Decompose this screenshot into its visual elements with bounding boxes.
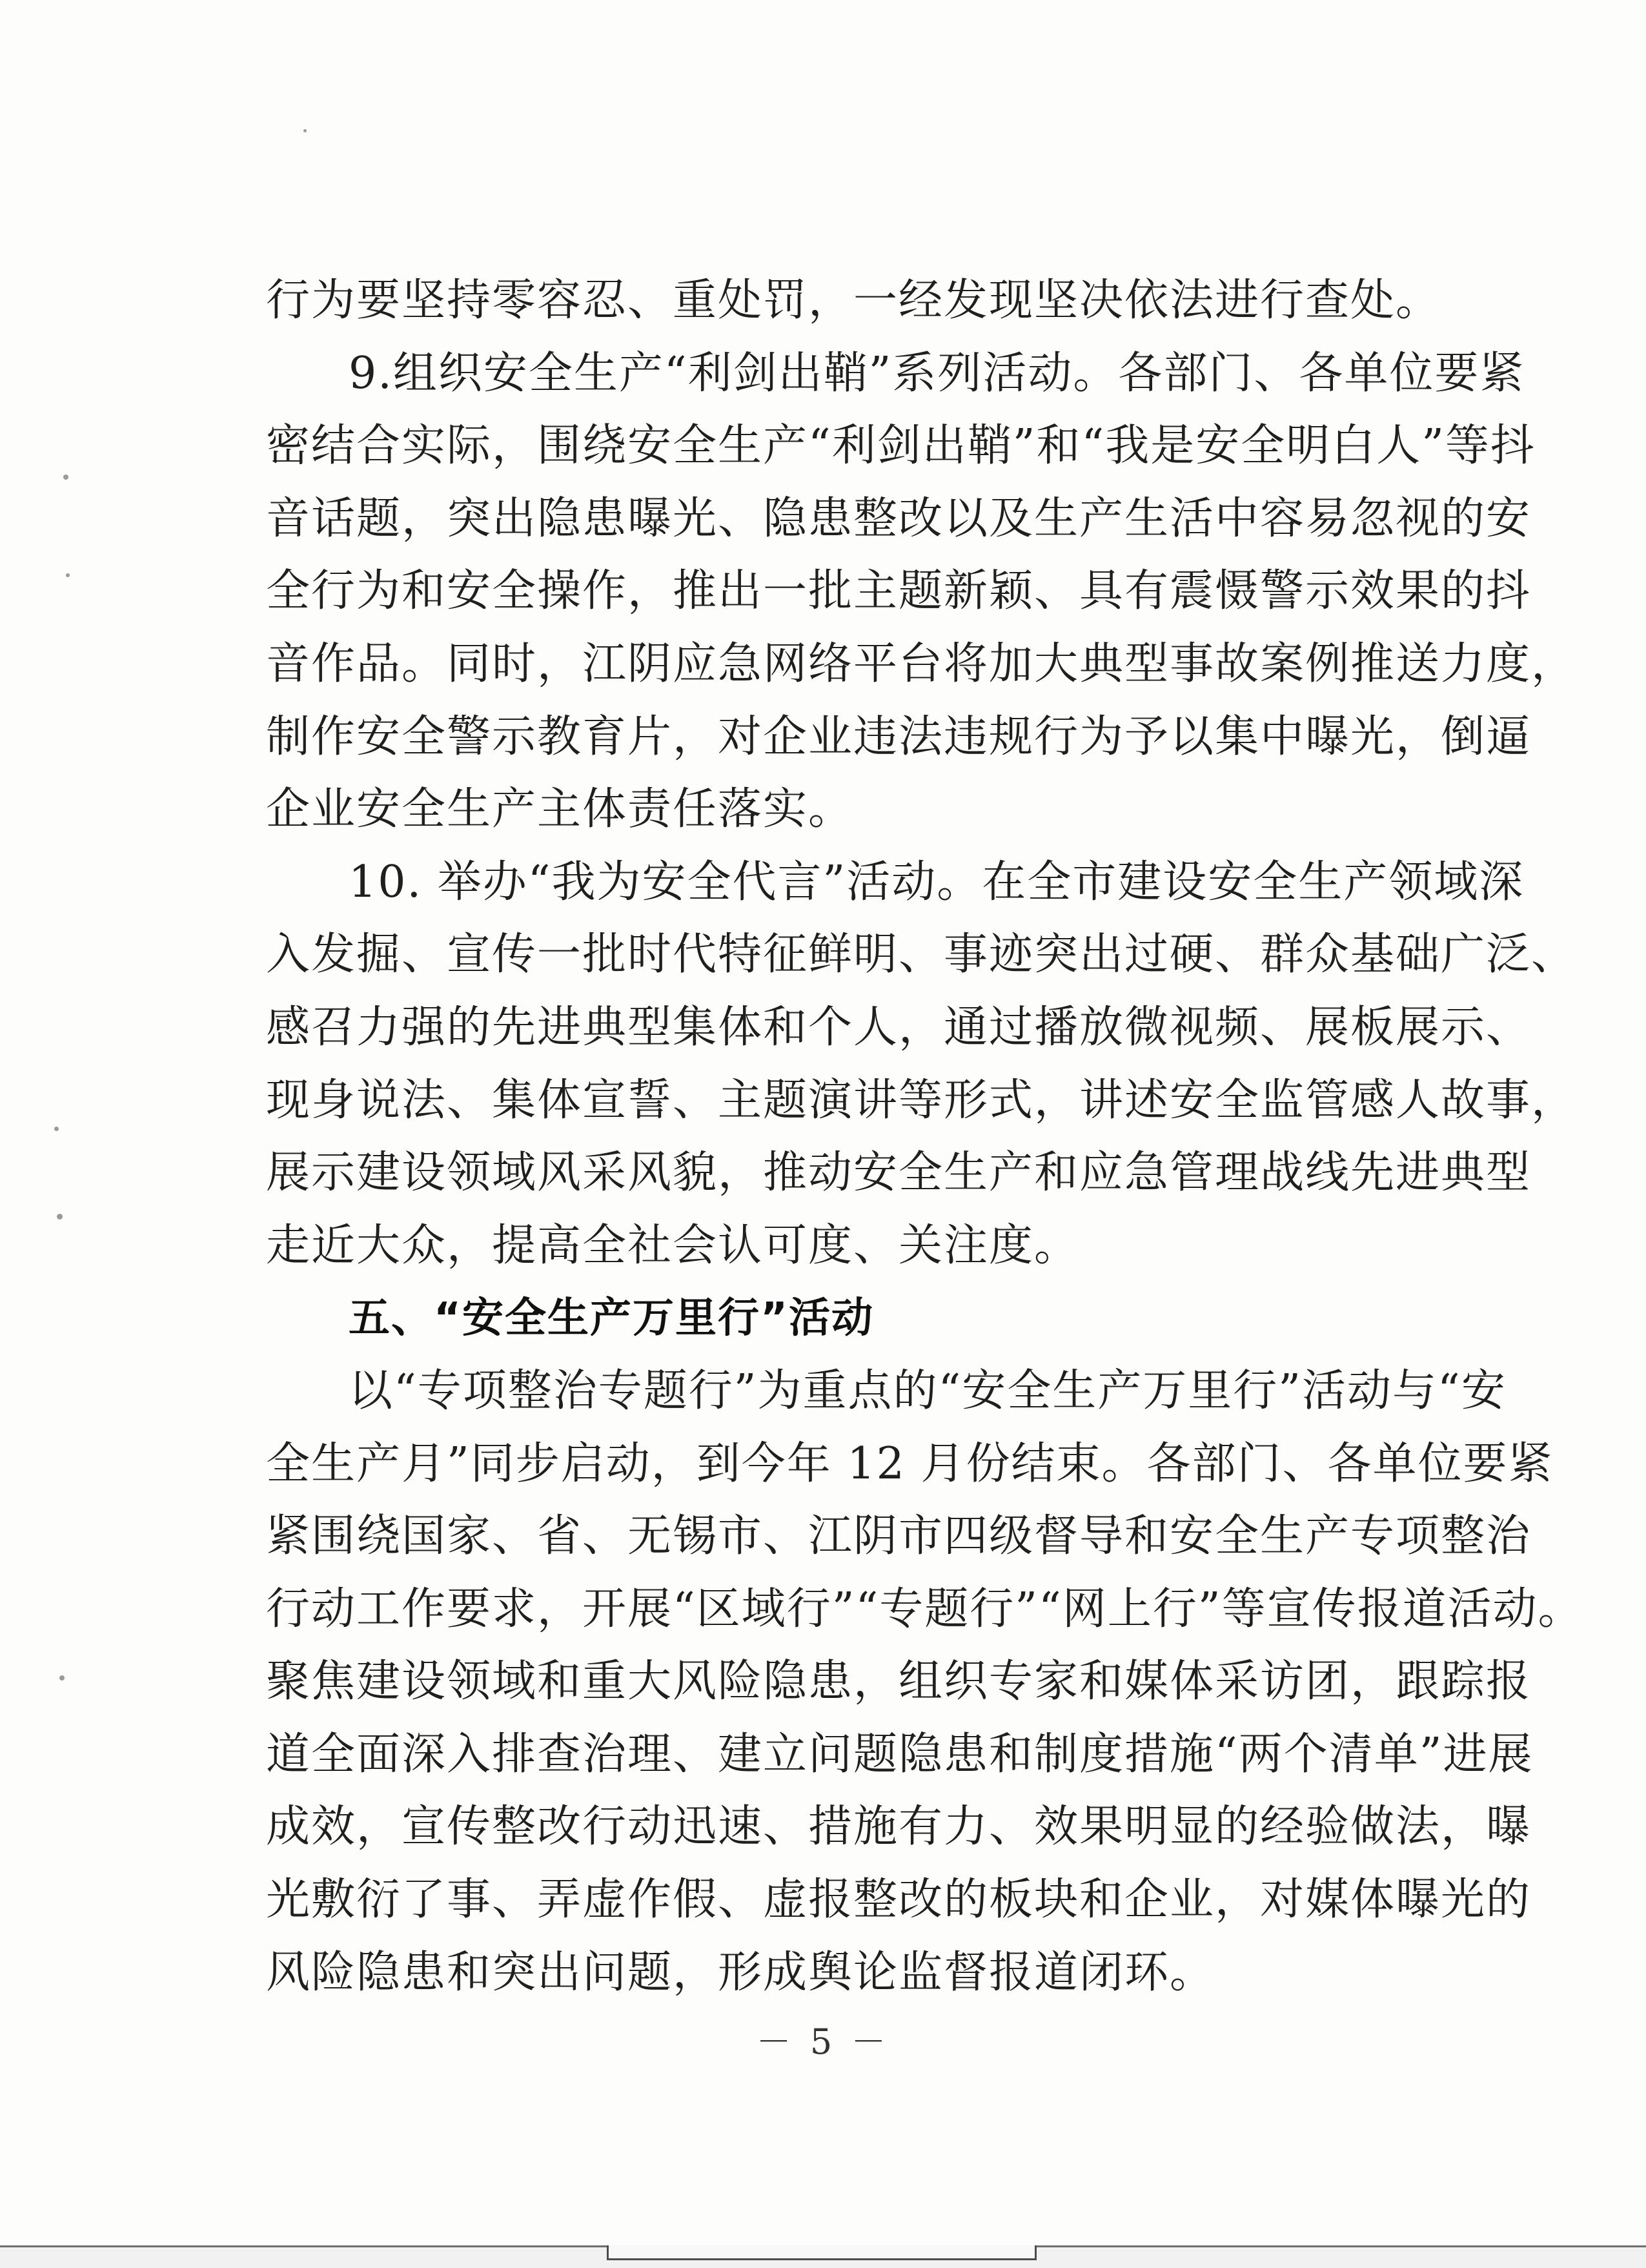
scan-dust-mark <box>54 1127 59 1131</box>
scan-dust-mark <box>59 1675 65 1681</box>
body-line: 企业安全生产主体责任落实。 <box>266 784 854 835</box>
body-line: 道全面深入排查治理、建立问题隐患和制度措施“两个清单”进展 <box>266 1728 1534 1780</box>
scan-dust-mark <box>63 475 68 480</box>
body-line: 成效，宣传整改行动迅速、措施有力、效果明显的经验做法，曝 <box>266 1801 1532 1853</box>
body-line: 10. 举办“我为安全代言”活动。在全市建设安全生产领域深 <box>349 856 1525 908</box>
body-line: 全行为和安全操作，推出一批主题新颖、具有震慑警示效果的抖 <box>266 566 1532 617</box>
body-line: 聚焦建设领域和重大风险隐患，组织专家和媒体采访团，跟踪报 <box>266 1656 1532 1708</box>
body-line: 音话题，突出隐患曝光、隐患整改以及生产生活中容易忽视的安 <box>266 493 1532 544</box>
body-line: 现身说法、集体宣誓、主题演讲等形式，讲述安全监管感人故事， <box>266 1074 1577 1126</box>
scan-dust-mark <box>57 1214 63 1220</box>
body-line: 行动工作要求，开展“区域行”“专题行”“网上行”等宣传报道活动。 <box>266 1583 1583 1635</box>
body-line: 密结合实际，围绕安全生产“利剑出鞘”和“我是安全明白人”等抖 <box>266 420 1536 472</box>
body-line: 展示建设领域风采风貌，推动安全生产和应急管理战线先进典型 <box>266 1147 1532 1199</box>
section-heading: 五、“安全生产万里行”活动 <box>349 1294 875 1343</box>
body-line: 感召力强的先进典型集体和个人，通过播放微视频、展板展示、 <box>266 1001 1532 1053</box>
body-line: 以“专项整治专题行”为重点的“安全生产万里行”活动与“安 <box>349 1365 1507 1416</box>
scan-dust-mark <box>66 573 70 577</box>
body-line: 行为要坚持零容忍、重处罚，一经发现坚决依法进行查处。 <box>266 275 1441 326</box>
scan-bottom-tab <box>607 2245 1037 2260</box>
body-line: 紧围绕国家、省、无锡市、江阴市四级督导和安全生产专项整治 <box>266 1511 1532 1562</box>
document-body <box>266 265 1583 2009</box>
body-line: 走近大众，提高全社会认可度、关注度。 <box>266 1220 1080 1271</box>
body-line: 入发掘、宣传一批时代特征鲜明、事迹突出过硬、群众基础广泛、 <box>266 929 1577 981</box>
page-number: － 5 － <box>756 2021 890 2062</box>
body-line: 光敷衍了事、弄虚作假、虚报整改的板块和企业，对媒体曝光的 <box>266 1874 1532 1926</box>
body-line: 9.组织安全生产“利剑出鞘”系列活动。各部门、各单位要紧 <box>349 347 1525 399</box>
body-line: 全生产月”同步启动，到今年 12 月份结束。各部门、各单位要紧 <box>266 1438 1554 1489</box>
body-line: 音作品。同时，江阴应急网络平台将加大典型事故案例推送力度， <box>266 638 1577 690</box>
body-line: 制作安全警示教育片，对企业违法违规行为予以集中曝光，倒逼 <box>266 711 1532 762</box>
scan-dust-mark <box>303 129 307 132</box>
body-line: 风险隐患和突出问题，形成舆论监督报道闭环。 <box>266 1946 1215 1998</box>
